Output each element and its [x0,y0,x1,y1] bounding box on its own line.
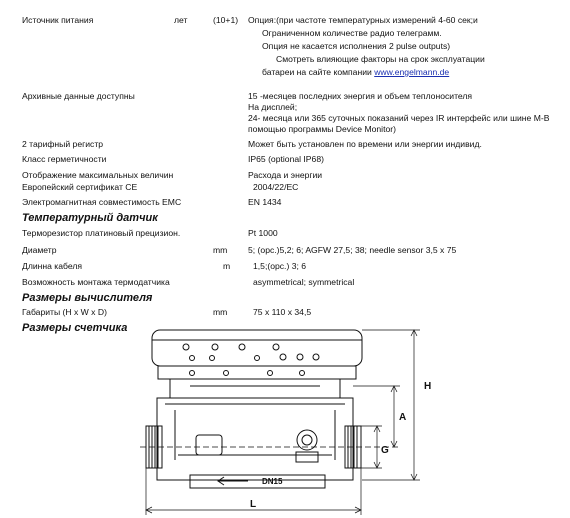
power-note-2: Ограниченном количестве радио телеграмм. [262,28,442,38]
power-note-5-text: батареи на сайте компании [262,67,375,77]
ce-value: 2004/22/EC [253,182,299,192]
resistor-label: Терморезистор платиновый прецизион. [22,228,181,238]
mount-value: asymmetrical; symmetrical [253,277,355,287]
tariff-label: 2 тарифный регистр [22,139,104,149]
meter-body [157,398,353,480]
engelmann-link[interactable]: www.engelmann.de [374,67,450,77]
sensor-heading: Температурный датчик [22,212,158,224]
diameter-unit: mm [213,245,228,255]
dim-label-h: H [424,381,432,392]
power-note-1: Опция:(при частоте температурных измерений 4-60 сек;и [248,15,478,25]
archive-line-1: 15 -месяцев последних энергия и объем теплоносителя [248,91,473,101]
mount-label: Возможность монтажа термодатчика [22,277,170,287]
display-label: Отображение максимальных величин [22,170,174,180]
emc-label: Электромагнитная совместимость EMC [22,197,182,207]
dim-label-a: A [399,412,407,423]
archive-label: Архивные данные доступны [22,91,135,101]
power-label: Источник питания [22,15,94,25]
archive-line-4: помощью программы Device Monitor) [248,124,396,134]
archive-line-2: На дисплей; [248,102,298,112]
ip-value: IP65 (optional IP68) [248,154,324,164]
tariff-value: Может быть установлен по времени или энергии индивид. [248,139,482,149]
calc-dims-value: 75 x 110 x 34,5 [253,307,312,317]
cable-label: Длинна кабеля [22,261,83,271]
calc-dims-unit: mm [213,307,228,317]
ce-label: Европейский сертификат CE [22,182,138,192]
power-note-4: Смотреть влияющие факторы на срок эксплуатации [276,54,485,64]
cable-value: 1,5;(opc.) 3; 6 [253,261,307,271]
power-value: (10+1) [213,15,239,25]
cable-unit: m [223,261,231,271]
emc-value: EN 1434 [248,197,282,207]
calc-heading: Размеры вычислителя [22,292,153,304]
power-unit: лет [174,15,188,25]
diameter-value: 5; (opc.)5,2; 6; AGFW 27,5; 38; needle sensor 3,5 x 75 [248,245,457,255]
calc-dims-label: Габариты (H x W x D) [22,307,107,317]
flow-plate [190,475,325,488]
ip-label: Класс герметичности [22,154,107,164]
diameter-label: Диаметр [22,245,57,255]
resistor-value: Pt 1000 [248,228,278,238]
power-note-3: Опция не касается исполнения 2 pulse outputs) [262,41,451,51]
meter-heading: Размеры счетчика [22,322,128,334]
archive-line-3: 24- месяца или 365 суточных показаний через IR интерфейс или шине M-B [248,113,550,123]
display-value: Расхода и энергии [248,170,323,180]
dn-label: DN15 [262,477,283,486]
dim-label-l: L [250,499,257,510]
dim-label-g: G [381,445,389,456]
